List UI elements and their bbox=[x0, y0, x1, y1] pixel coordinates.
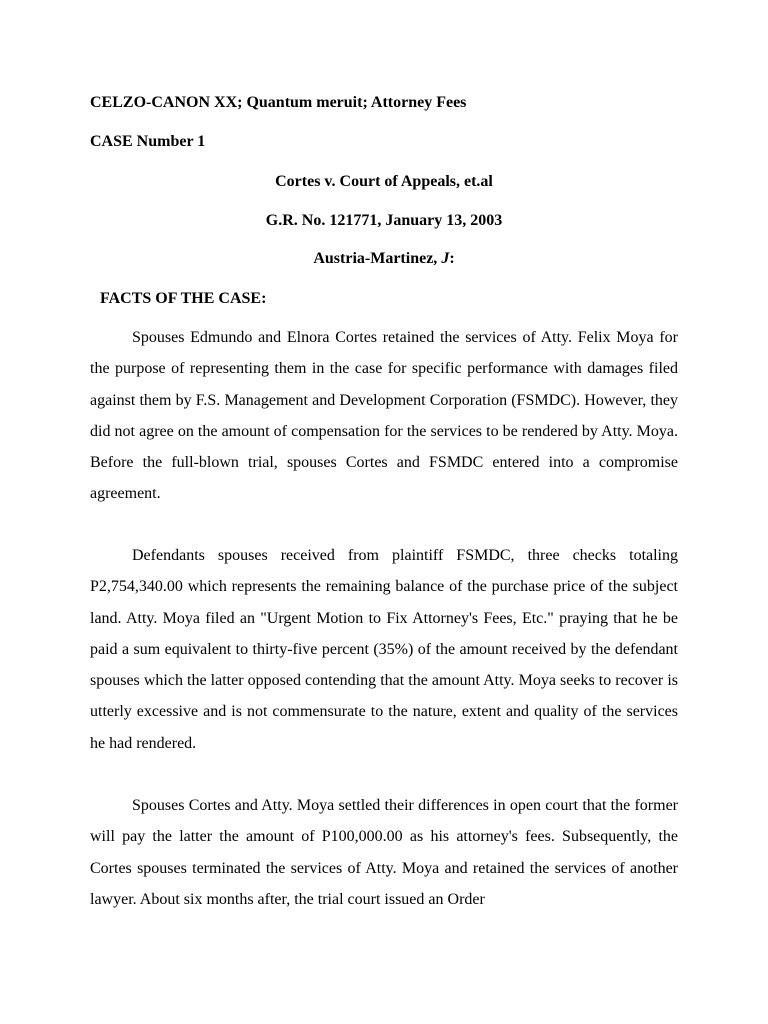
paragraph-1: Spouses Edmundo and Elnora Cortes retained the services of Atty. Felix Moya for the purpose of representing them in the case for specific performance with damages filed against them by F.S. Management and Development Corporation (FSMDC). However, they did not agree on the amount of compensation for the services to be rendered by Atty. Moya. Before the full-blown trial, spouses Cortes and FSMDC entered into a compromise agreement. bbox=[90, 329, 678, 503]
case-name: Cortes v. Court of Appeals, et.al bbox=[275, 173, 493, 190]
ponente bbox=[0, 250, 768, 268]
ponente-suffix: J bbox=[441, 250, 450, 267]
ponente-name: Austria-Martinez, bbox=[313, 250, 442, 267]
case-number: CASE Number 1 bbox=[90, 133, 206, 150]
paragraph-2: Defendants spouses received from plaintiff FSMDC, three checks totaling P2,754,340.00 which represents the remaining balance of the purchase price of the subject land. Atty. Moya filed an "Urgent Motion to Fix Attorney's Fees, Etc." praying that he be paid a sum equivalent to thirty-five percent (35%) of the amount received by the defendant spouses which the latter opposed contending that the amount Atty. Moya seeks to recover is utterly excessive and is not commensurate to the nature, extent and quality of the services he had rendered. bbox=[90, 547, 678, 752]
document-title: CELZO-CANON XX; Quantum meruit; Attorney Fees bbox=[90, 94, 467, 111]
section-heading: FACTS OF THE CASE: bbox=[100, 290, 267, 307]
paragraph-3: Spouses Cortes and Atty. Moya settled their differences in open court that the former will pay the latter the amount of P100,000.00 as his attorney's fees. Subsequently, the Cortes spouses terminated the services of Atty. Moya and retained the services of another lawyer. About six months after, the trial court issued an Order bbox=[90, 797, 678, 908]
ponente-colon: : bbox=[449, 250, 455, 267]
gr-number: G.R. No. 121771, January 13, 2003 bbox=[265, 212, 503, 229]
